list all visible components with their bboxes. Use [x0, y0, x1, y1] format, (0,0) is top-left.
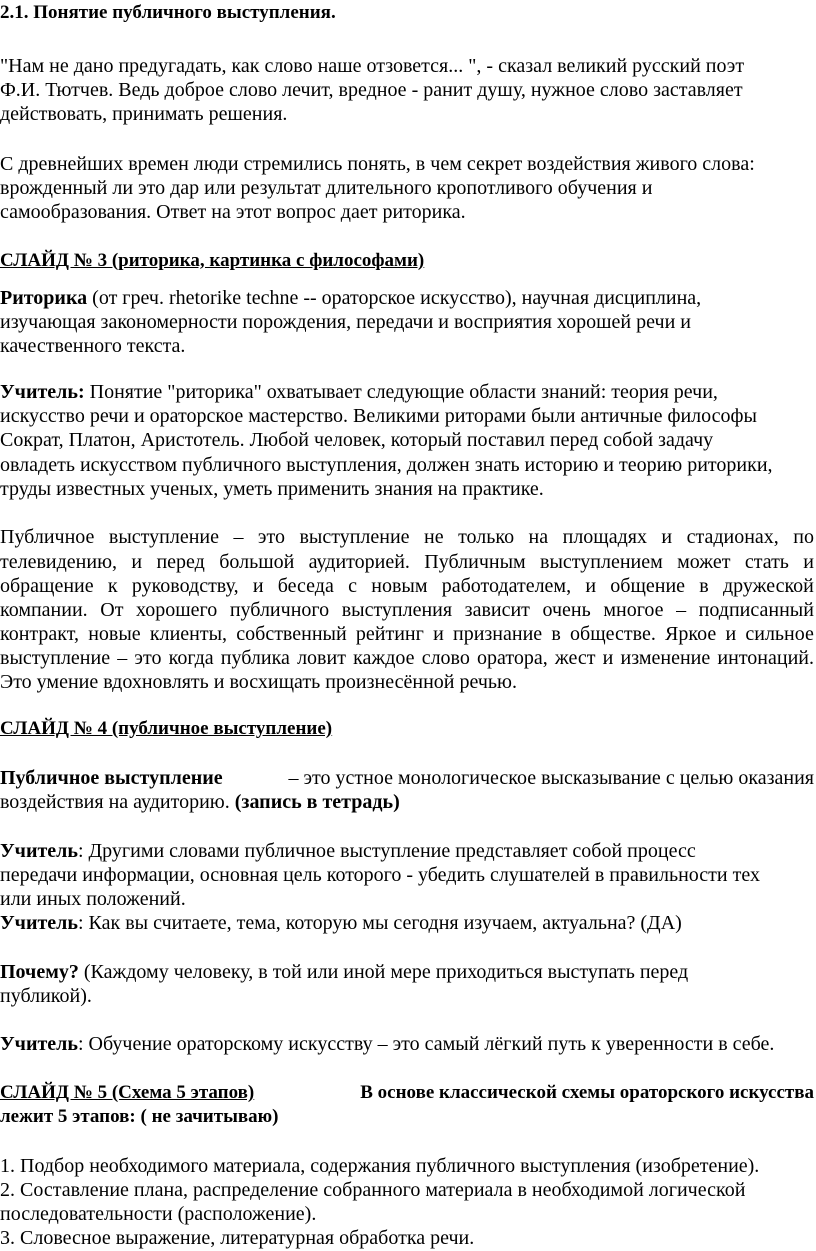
public-speech-line: Публичное выступление – это выступление не только на площадях и стадионах, по — [0, 526, 814, 548]
slide4-title: СЛАЙД № 4 (публичное выступление) — [0, 718, 333, 739]
teacher-line: Учитель: Обучение ораторскому искусству – это самый лёгкий путь к уверенности в себе. — [0, 1033, 775, 1055]
public-speech-line: контракт, новые клиенты, собственный рейтинг и признание в обществе. Яркое и сильное — [0, 623, 814, 645]
step-line: 3. Словесное выражение, литературная обработка речи. — [0, 1227, 475, 1249]
why-line: публикой). — [0, 985, 92, 1007]
slide3-title: СЛАЙД № 3 (риторика, картинка с философами) — [0, 250, 425, 271]
history-line: С древнейших времен люди стремились понять, в чем секрет воздействия живого слова: — [0, 153, 755, 175]
section-number: 2.1 — [0, 2, 24, 23]
quote-line: действовать, принимать решения. — [0, 103, 288, 125]
slide5-intro-line: лежит 5 этапов: ( не зачитываю) — [0, 1106, 279, 1127]
public-speech-def-line: воздействия на аудиторию. (запись в тетрадь) — [0, 791, 400, 813]
rhetoric-def-line: изучающая закономерности порождения, передачи и восприятия хорошей речи и — [0, 311, 691, 333]
public-speech-line: выступление – это когда публика ловит каждое слово оратора, жест и изменение интонаций. — [0, 647, 814, 669]
teacher-line: искусство речи и ораторское мастерство. Великими риторами были античные философы — [0, 405, 757, 427]
teacher-label: Учитель — [0, 840, 78, 862]
public-speech-line: обращение к руководству, и беседа с новым работодателем, и общение в дружеской — [0, 575, 814, 597]
step-line: 1. Подбор необходимого материала, содержания публичного выступления (изобретение). — [0, 1155, 760, 1177]
public-speech-line: телевидению, и перед большой аудиторией. Публичным выступлением может стать и — [0, 551, 814, 573]
slide5-intro-line: СЛАЙД № 5 (Схема 5 этапов) В основе классической схемы ораторского искусства — [0, 1081, 814, 1106]
public-speech-term: Публичное выступление — [0, 767, 223, 789]
section-heading — [0, 1, 816, 26]
teacher-line: Учитель: Как вы считаете, тема, которую мы сегодня изучаем, актуальна? (ДА) — [0, 912, 682, 934]
public-speech-line: компании. От хорошего публичного выступления зависит очень многое – подписанный — [0, 599, 814, 621]
rhetoric-term: Риторика — [0, 287, 88, 309]
why-line: Почему? (Каждому человеку, в той или иной мере приходиться выступать перед — [0, 961, 689, 983]
teacher-label: Учитель — [0, 1033, 78, 1055]
teacher-line: Учитель: Другими словами публичное выступление представляет собой процесс — [0, 840, 696, 862]
teacher-line: Учитель: Понятие "риторика" охватывает следующие области знаний: теория речи, — [0, 381, 718, 403]
why-label: Почему? — [0, 961, 79, 983]
teacher-label: Учитель — [0, 912, 78, 934]
teacher-label: Учитель: — [0, 381, 85, 403]
teacher-line: овладеть искусством публичного выступления, должен знать историю и теорию риторики, — [0, 454, 773, 476]
section-title: . Понятие публичного выступления. — [23, 2, 336, 23]
rhetoric-def-line: качественного текста. — [0, 335, 186, 357]
step-line: 2. Составление плана, распределение собранного материала в необходимой логической — [0, 1179, 746, 1201]
slide5-title: СЛАЙД № 5 (Схема 5 этапов) — [0, 1082, 255, 1103]
public-speech-def-line: Публичное выступление – это устное монологическое высказывание с целью оказания — [0, 767, 814, 789]
quote-line: Ф.И. Тютчев. Ведь доброе слово лечит, вредное - ранит душу, нужное слово заставляет — [0, 79, 743, 101]
history-line: врожденный ли это дар или результат длительного кропотливого обучения и — [0, 177, 653, 199]
teacher-line: труды известных ученых, уметь применить знания на практике. — [0, 478, 544, 500]
notebook-note: (запись в тетрадь) — [234, 791, 400, 813]
teacher-line: Сократ, Платон, Аристотель. Любой человек, который поставил перед собой задачу — [0, 429, 714, 451]
quote-line: "Нам не дано предугадать, как слово наше отзовется... ", - сказал великий русский поэт — [0, 55, 745, 77]
step-line: последовательности (расположение). — [0, 1203, 317, 1225]
rhetoric-def-line: Риторика (от греч. rhetorike techne -- ораторское искусство), научная дисциплина, — [0, 287, 702, 309]
teacher-line: или иных положений. — [0, 888, 186, 910]
teacher-line: передачи информации, основная цель которого - убедить слушателей в правильности тех — [0, 864, 760, 886]
public-speech-line: Это умение вдохновлять и восхищать произнесённой речью. — [0, 671, 517, 693]
history-line: самообразования. Ответ на этот вопрос дает риторика. — [0, 201, 466, 223]
